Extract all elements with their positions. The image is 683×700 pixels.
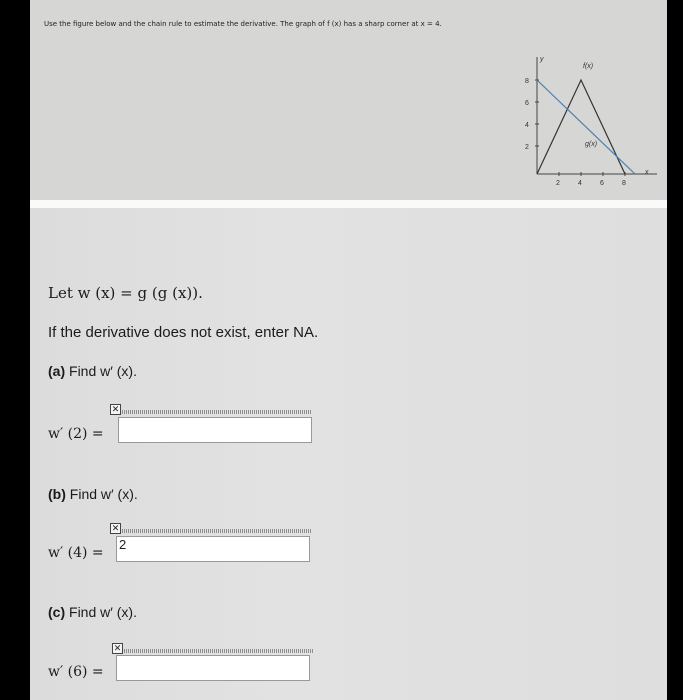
instructions-panel <box>30 0 667 200</box>
function-definition: Let w (x) = g (g (x)). <box>48 284 203 302</box>
question-panel <box>30 208 667 700</box>
x-tick: 4 <box>578 180 582 187</box>
separator <box>30 200 667 208</box>
f-label: f(x) <box>583 63 594 70</box>
answer-input-c[interactable] <box>116 655 310 681</box>
part-c-prompt: Find w′ (x). <box>69 604 137 620</box>
instruction-text: Use the figure below and the chain rule to estimate the derivative. The graph of f (x) has a sharp corner at x = 4. <box>44 20 442 28</box>
x-tick: 2 <box>556 180 560 187</box>
y-tick: 6 <box>525 100 529 107</box>
part-b-label: (b) <box>48 486 66 502</box>
g-label: g(x) <box>585 141 598 148</box>
instruction-note: If the derivative does not exist, enter NA. <box>48 324 319 341</box>
x-tick: 8 <box>622 180 626 187</box>
x-mark-icon: ✕ <box>113 643 122 653</box>
x-mark-icon: ✕ <box>111 404 120 414</box>
function-graph <box>485 52 665 192</box>
dotted-rule <box>122 529 312 533</box>
x-mark-icon: ✕ <box>111 523 120 533</box>
part-a-lhs: w′ (2) = <box>48 426 104 442</box>
part-c-lhs: w′ (6) = <box>48 664 104 680</box>
part-a-label: (a) <box>48 363 66 379</box>
part-a-heading <box>48 363 137 379</box>
y-tick: 2 <box>525 144 529 151</box>
g-curve <box>537 80 635 174</box>
part-c-label: (c) <box>48 604 66 620</box>
y-tick: 8 <box>525 78 529 85</box>
answer-input-a[interactable] <box>118 417 312 443</box>
y-axis-label: y <box>540 56 544 63</box>
x-axis-label: x <box>645 169 649 176</box>
y-tick: 4 <box>525 122 529 129</box>
dotted-rule <box>122 410 312 414</box>
part-a-prompt: Find w′ (x). <box>69 363 137 379</box>
part-c-heading <box>48 604 137 620</box>
f-curve <box>537 80 625 174</box>
x-tick: 6 <box>600 180 604 187</box>
part-b-heading <box>48 486 138 502</box>
answer-input-b[interactable]: 2 <box>116 536 310 562</box>
part-b-lhs: w′ (4) = <box>48 545 104 561</box>
part-b-prompt: Find w′ (x). <box>69 486 138 502</box>
dotted-rule <box>124 649 314 653</box>
